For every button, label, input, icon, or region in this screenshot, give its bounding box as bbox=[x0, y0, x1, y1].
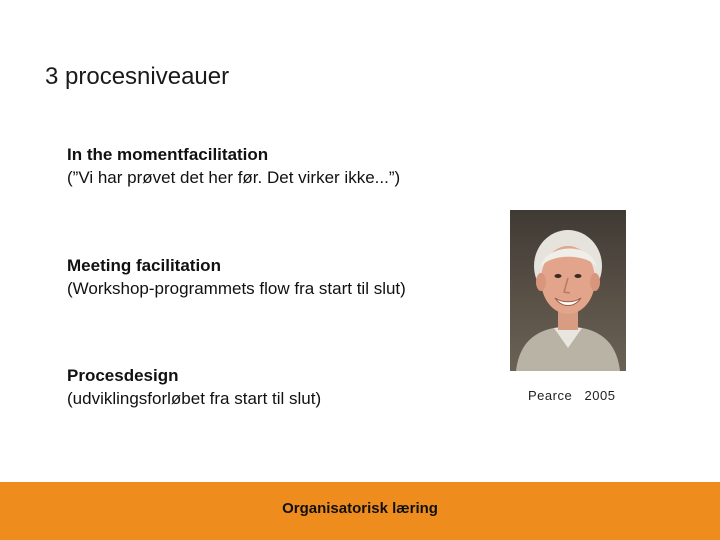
list-item bbox=[67, 364, 427, 410]
slide-title: 3 procesniveauer bbox=[45, 63, 230, 90]
item-heading: In the momentfacilitation bbox=[67, 145, 269, 164]
list-item bbox=[67, 143, 427, 189]
item-heading: Procesdesign bbox=[67, 366, 179, 385]
portrait-image bbox=[510, 210, 626, 371]
footer-bar bbox=[0, 482, 720, 540]
item-description: (”Vi har prøvet det her før. Det virker ikke...”) bbox=[67, 168, 401, 187]
item-description: (udviklingsforløbet fra start til slut) bbox=[67, 389, 322, 408]
portrait-photo bbox=[510, 210, 626, 371]
item-heading: Meeting facilitation bbox=[67, 256, 221, 275]
item-description: (Workshop-programmets flow fra start til slut) bbox=[67, 279, 406, 298]
list-item bbox=[67, 254, 427, 300]
photo-caption: Pearce 2005 bbox=[528, 388, 616, 403]
footer-label: Organisatorisk læring bbox=[282, 500, 438, 517]
